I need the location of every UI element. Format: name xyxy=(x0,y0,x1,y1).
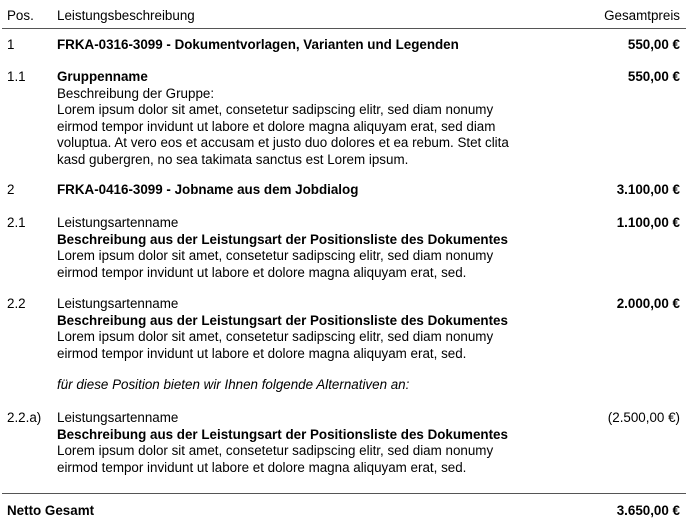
service-name: Leistungsartenname xyxy=(57,215,179,230)
item-price: 550,00 € xyxy=(627,37,680,52)
item-price-alternative: (2.500,00 €) xyxy=(607,410,680,425)
item-title: FRKA-0316-3099 - Dokumentvorlagen, Varianten und Legenden xyxy=(57,37,459,52)
item-pos: 2.2 xyxy=(7,296,26,311)
item-price: 3.100,00 € xyxy=(616,182,680,197)
item-description xyxy=(57,410,508,476)
description-line: eirmod tempor invidunt ut labore et dolore magna aliquyam erat, sed. xyxy=(57,264,467,280)
service-title: Beschreibung aus der Leistungsart der Positionsliste des Dokumentes xyxy=(57,231,508,247)
item-price: 550,00 € xyxy=(627,69,680,84)
service-name: Leistungsartenname xyxy=(57,296,179,311)
alternatives-note: für diese Position bieten wir Ihnen folgende Alternativen an: xyxy=(57,377,410,392)
item-pos: 2.2.a) xyxy=(7,410,42,425)
item-pos: 1.1 xyxy=(7,69,26,84)
description-line: Lorem ipsum dolor sit amet, consetetur sadipscing elitr, sed diam nonumy xyxy=(57,329,494,344)
item-title: FRKA-0416-3099 - Jobname aus dem Jobdialog xyxy=(57,182,359,197)
header-total: Gesamtpreis xyxy=(604,8,680,23)
item-pos: 1 xyxy=(7,37,15,52)
service-name: Leistungsartenname xyxy=(57,410,179,425)
item-description xyxy=(57,69,509,168)
group-subtitle: Beschreibung der Gruppe: xyxy=(57,85,215,101)
service-title: Beschreibung aus der Leistungsart der Positionsliste des Dokumentes xyxy=(57,312,508,328)
item-price: 1.100,00 € xyxy=(616,215,680,230)
item-price: 2.000,00 € xyxy=(616,296,680,311)
item-description xyxy=(57,296,508,362)
item-description xyxy=(57,215,508,281)
header-pos: Pos. xyxy=(7,8,34,23)
description-line: eirmod tempor invidunt ut labore et dolore magna aliquyam erat, sed. xyxy=(57,345,467,361)
service-title: Beschreibung aus der Leistungsart der Positionsliste des Dokumentes xyxy=(57,426,508,442)
net-total-label: Netto Gesamt xyxy=(7,503,95,518)
group-name: Gruppenname xyxy=(57,69,148,84)
description-line: eirmod tempor invidunt ut labore et dolore magna aliquyam erat, sed diam xyxy=(57,118,496,134)
description-line: kasd gubergren, no sea takimata sanctus est Lorem ipsum. xyxy=(57,151,409,167)
description-line: Lorem ipsum dolor sit amet, consetetur sadipscing elitr, sed diam nonumy xyxy=(57,443,494,458)
description-line: eirmod tempor invidunt ut labore et dolore magna aliquyam erat, sed. xyxy=(57,459,467,475)
item-pos: 2.1 xyxy=(7,215,26,230)
description-line: Lorem ipsum dolor sit amet, consetetur sadipscing elitr, sed diam nonumy xyxy=(57,248,494,263)
net-total-value: 3.650,00 € xyxy=(616,503,680,518)
header-description: Leistungsbeschreibung xyxy=(57,8,195,23)
header-divider xyxy=(2,28,686,29)
footer-divider xyxy=(2,493,686,494)
description-line: voluptua. At vero eos et accusam et justo duo dolores et ea rebum. Stet clita xyxy=(57,135,509,150)
item-pos: 2 xyxy=(7,182,15,197)
description-line: Lorem ipsum dolor sit amet, consetetur sadipscing elitr, sed diam nonumy xyxy=(57,102,494,117)
